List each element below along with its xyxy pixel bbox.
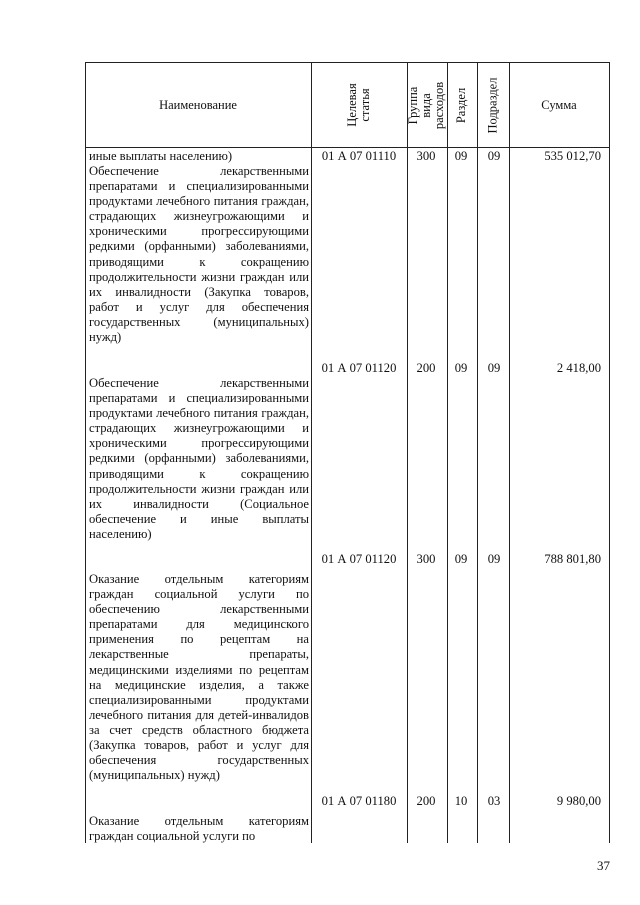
row-1-subsection: 09: [487, 361, 501, 375]
column-divider: [477, 63, 478, 843]
table-border-right: [609, 63, 610, 843]
row-2-section: 09: [454, 552, 468, 566]
row-3-sum: 9 980,00: [556, 794, 601, 808]
header-sum: [509, 63, 609, 147]
row-0-sum: 535 012,70: [544, 149, 601, 163]
row-4-name: Оказание отдельным категориям граждан социальной услуги по: [89, 814, 309, 844]
row-3-name: Оказание отдельным категориям граждан социальной услуги по обеспечению лекарственными препаратами для медицинского применения по рецептам на лекарственные препараты, медицинскими изделиями по рецептам на медицинские изделия, а также специализированными продуктами лечебного питания для детей-инвалидов за счет средств областного бюджета (Закупка товаров, работ и услуг для обеспечения государственных (муниципальных) нужд): [89, 572, 309, 783]
header-subsection: [477, 63, 509, 147]
header-name: [85, 63, 311, 147]
budget-table: [85, 62, 610, 843]
row-3-section: 10: [454, 794, 468, 808]
header-target: [311, 63, 407, 147]
header-expense-group-label: Группа вида расходов: [406, 81, 447, 129]
column-divider: [311, 63, 312, 843]
header-subsection-label: Подраздел: [485, 77, 500, 133]
row-3-code: 01 А 07 01180: [321, 794, 397, 808]
row-0-group: 300: [416, 149, 436, 163]
row-3-subsection: 03: [487, 794, 501, 808]
table-border-left: [85, 63, 86, 843]
row-2-subsection: 09: [487, 552, 501, 566]
row-0-code: 01 А 07 01110: [321, 149, 397, 163]
column-divider: [447, 63, 448, 843]
row-1-section: 09: [454, 361, 468, 375]
row-0-section: 09: [454, 149, 468, 163]
header-target-label: Целевая статья: [345, 83, 372, 127]
row-2-name: Обеспечение лекарственными препаратами и специализированными продуктами лечебного питания граждан, страдающих жизнеугрожающими и хроническими прогрессирующими редкими (орфанными) заболеваниями, приводящими к сокращению продолжительности жизни граждан или их инвалидности (Социальное обеспечение и иные выплаты населению): [89, 376, 309, 541]
row-1-group: 200: [416, 361, 436, 375]
column-divider: [509, 63, 510, 843]
row-3-group: 200: [416, 794, 436, 808]
header-expense-group: [407, 63, 447, 147]
header-section: [447, 63, 477, 147]
header-sum-label: Сумма: [541, 97, 577, 112]
row-0-subsection: 09: [487, 149, 501, 163]
page-number: 37: [597, 858, 610, 873]
row-2-sum: 788 801,80: [544, 552, 601, 566]
header-separator: [85, 147, 610, 148]
row-1-sum: 2 418,00: [556, 361, 601, 375]
row-1-name: Обеспечение лекарственными препаратами и специализированными продуктами лечебного питания граждан, страдающих жизнеугрожающими и хроническими прогрессирующими редкими (орфанными) заболеваниями, приводящими к сокращению продолжительности жизни граждан или их инвалидности (Закупка товаров, работ и услуг для обеспечения государственных (муниципальных) нужд): [89, 164, 309, 345]
row-0-name: иные выплаты населению): [89, 149, 233, 163]
row-2-code: 01 А 07 01120: [321, 552, 397, 566]
row-2-group: 300: [416, 552, 436, 566]
column-divider: [407, 63, 408, 843]
header-name-label: Наименование: [159, 97, 237, 112]
header-section-label: Раздел: [454, 87, 469, 123]
row-1-code: 01 А 07 01120: [321, 361, 397, 375]
